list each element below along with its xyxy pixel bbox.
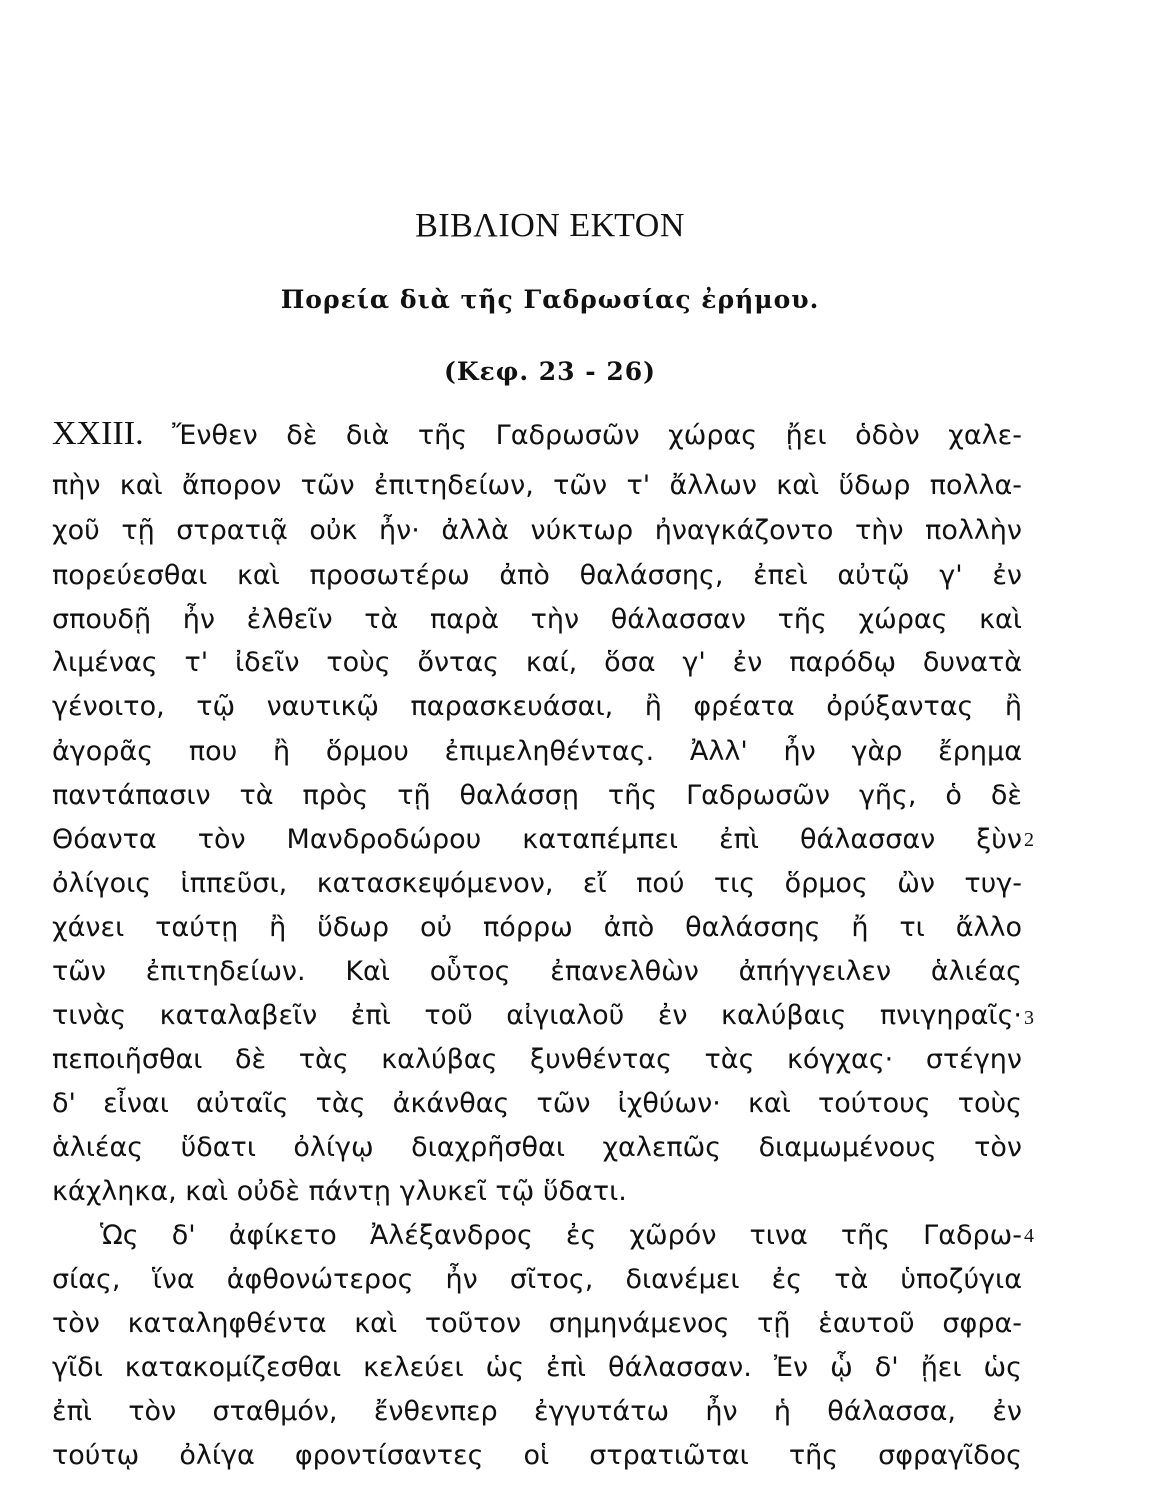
text-line: ἀγορᾶς που ἢ ὅρμου ἐπιμεληθέντας. Ἀλλ' ἦν γὰρ ἔρημα	[52, 736, 1022, 767]
text-line: τὸν καταληφθέντα καὶ τοῦτον σημηνάμενος τῇ ἑαυτοῦ σφρα-	[52, 1308, 1022, 1339]
text-line: πορεύεσθαι καὶ προσωτέρω ἀπὸ θαλάσσης, ἐπεὶ αὐτῷ γ' ἐν	[52, 560, 1022, 591]
text-line: τῶν ἐπιτηδείων. Καὶ οὗτος ἐπανελθὼν ἀπήγγειλεν ἁλιέας	[52, 956, 1022, 987]
text-line: σπουδῇ ἦν ἐλθεῖν τὰ παρὰ τὴν θάλασσαν τῆς χώρας καὶ	[52, 604, 1022, 635]
text-line: γῖδι κατακομίζεσθαι κελεύει ὡς ἐπὶ θάλασσαν. Ἐν ᾧ δ' ᾔει ὡς	[52, 1352, 1022, 1383]
text-line-first	[52, 412, 1022, 456]
text-line: τούτῳ ὀλίγα φροντίσαντες οἱ στρατιῶται τῆς σφραγῖδος	[52, 1440, 1022, 1471]
text-line: πὴν καὶ ἄπορον τῶν ἐπιτηδείων, τῶν τ' ἄλλων καὶ ὕδωρ πολλα-	[52, 470, 1022, 501]
text-line: ἐπὶ τὸν σταθμόν, ἔνθενπερ ἐγγυτάτω ἦν ἡ θάλασσα, ἐν	[52, 1396, 1022, 1427]
text-line: πεποιῆσθαι δὲ τὰς καλύβας ξυνθέντας τὰς κόγχας· στέγην	[52, 1044, 1022, 1075]
text-line: λιμένας τ' ἰδεῖν τοὺς ὄντας καί, ὅσα γ' ἐν παρόδῳ δυνατὰ	[52, 647, 1022, 678]
text-line: ἁλιέας ὕδατι ὀλίγῳ διαχρῆσθαι χαλεπῶς διαμωμένους τὸν	[52, 1132, 1022, 1163]
chapter-range: (Κεφ. 23 - 26)	[444, 357, 656, 386]
text-line: χοῦ τῇ στρατιᾷ οὐκ ἦν· ἀλλὰ νύκτωρ ἠναγκάζοντο τὴν πολλὴν	[52, 515, 1022, 546]
text-line: χάνει ταύτῃ ἢ ὕδωρ οὐ πόρρω ἀπὸ θαλάσσης ἤ τι ἄλλο	[52, 912, 1022, 943]
text-line: Θόαντα τὸν Μανδροδώρου καταπέμπει ἐπὶ θάλασσαν ξὺν	[52, 824, 1022, 855]
section-numeral: XXIII.	[52, 415, 144, 452]
margin-number: 3	[1024, 1007, 1034, 1029]
book-title: ΒΙΒΛΙΟΝ ΕΚΤΟΝ	[415, 207, 685, 244]
text-line: παντάπασιν τὰ πρὸς τῇ θαλάσσῃ τῆς Γαδρωσῶν γῆς, ὁ δὲ	[52, 780, 1022, 811]
margin-number: 2	[1024, 829, 1034, 851]
margin-number: 4	[1024, 1225, 1034, 1247]
text-line: Ὡς δ' ἀφίκετο Ἀλέξανδρος ἐς χῶρόν τινα τῆς Γαδρω-	[100, 1220, 1022, 1251]
text-line: τινὰς καταλαβεῖν ἐπὶ τοῦ αἰγιαλοῦ ἐν καλύβαις πνιγηραῖς·	[52, 1000, 1022, 1031]
line-text: Ἔνθεν δὲ διὰ τῆς Γαδρωσῶν χώρας ᾔει ὁδὸν χαλε-	[172, 420, 1022, 451]
text-line: σίας, ἵνα ἀφθονώτερος ἦν σῖτος, διανέμει ἐς τὰ ὑποζύγια	[52, 1264, 1022, 1295]
text-line: γένοιτο, τῷ ναυτικῷ παρασκευάσαι, ἢ φρέατα ὀρύξαντας ἢ	[52, 691, 1022, 722]
section-subtitle: Πορεία διὰ τῆς Γαδρωσίας ἐρήμου.	[280, 285, 820, 314]
text-line: ὀλίγοις ἱππεῦσι, κατασκεψόμενον, εἴ πού τις ὅρμος ὢν τυγ-	[52, 868, 1022, 899]
text-line: κάχληκα, καὶ οὐδὲ πάντῃ γλυκεῖ τῷ ὕδατι.	[52, 1176, 627, 1207]
text-line: δ' εἶναι αὐταῖς τὰς ἀκάνθας τῶν ἰχθύων· καὶ τούτους τοὺς	[52, 1088, 1022, 1119]
